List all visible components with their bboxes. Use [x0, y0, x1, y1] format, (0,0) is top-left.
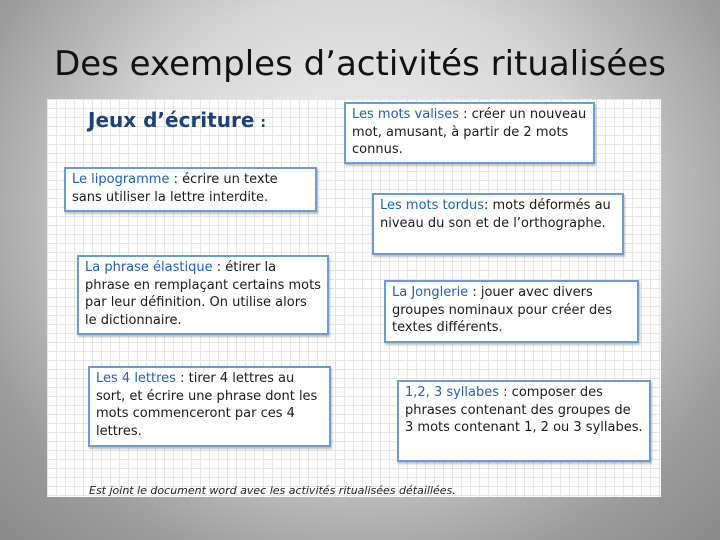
box-title: Les 4 lettres	[96, 371, 176, 386]
box-title: La Jonglerie	[392, 285, 469, 300]
box-title: Les mots tordus	[380, 198, 484, 213]
box-text: : tirer 4 lettres au sort, et écrire une phrase dont les mots commenceront par ces 4 lettres.	[96, 371, 318, 439]
document-image	[47, 99, 661, 497]
box-title: Les mots valises	[352, 107, 459, 122]
box-mots-valises	[344, 102, 595, 164]
box-text: : écrire un texte sans utiliser la lettre interdite.	[72, 172, 278, 205]
box-mots-tordus	[372, 193, 624, 255]
box-text: : jouer avec divers groupes nominaux pour créer des textes différents.	[392, 285, 613, 335]
box-lipogramme	[64, 167, 317, 212]
box-phrase-elastique	[77, 255, 329, 335]
slide-title: Des exemples d’activités ritualisées	[54, 44, 666, 84]
box-title: La phrase élastique	[85, 260, 213, 275]
document-heading	[88, 108, 266, 132]
box-jonglerie	[384, 280, 639, 343]
heading-colon: :	[260, 115, 266, 131]
box-text: : créer un nouveau mot, amusant, à partir de 2 mots connus.	[352, 107, 587, 157]
heading-text: Jeux d’écriture	[88, 108, 255, 132]
document-footer-note: Est joint le document word avec les activités ritualisées détaillées.	[89, 484, 456, 497]
box-text: : mots déformés au niveau du son et de l’orthographe.	[380, 198, 611, 231]
box-4-lettres	[88, 366, 331, 447]
box-syllabes	[397, 380, 651, 462]
box-text: : étirer la phrase en remplaçant certains mots par leur définition. On utilise alors le dictionnaire.	[85, 260, 322, 328]
box-title: 1,2, 3 syllabes	[405, 385, 500, 400]
box-text: : composer des phrases contenant des groupes de 3 mots contenant 1, 2 ou 3 syllabes.	[405, 385, 643, 435]
box-title: Le lipogramme	[72, 172, 170, 187]
